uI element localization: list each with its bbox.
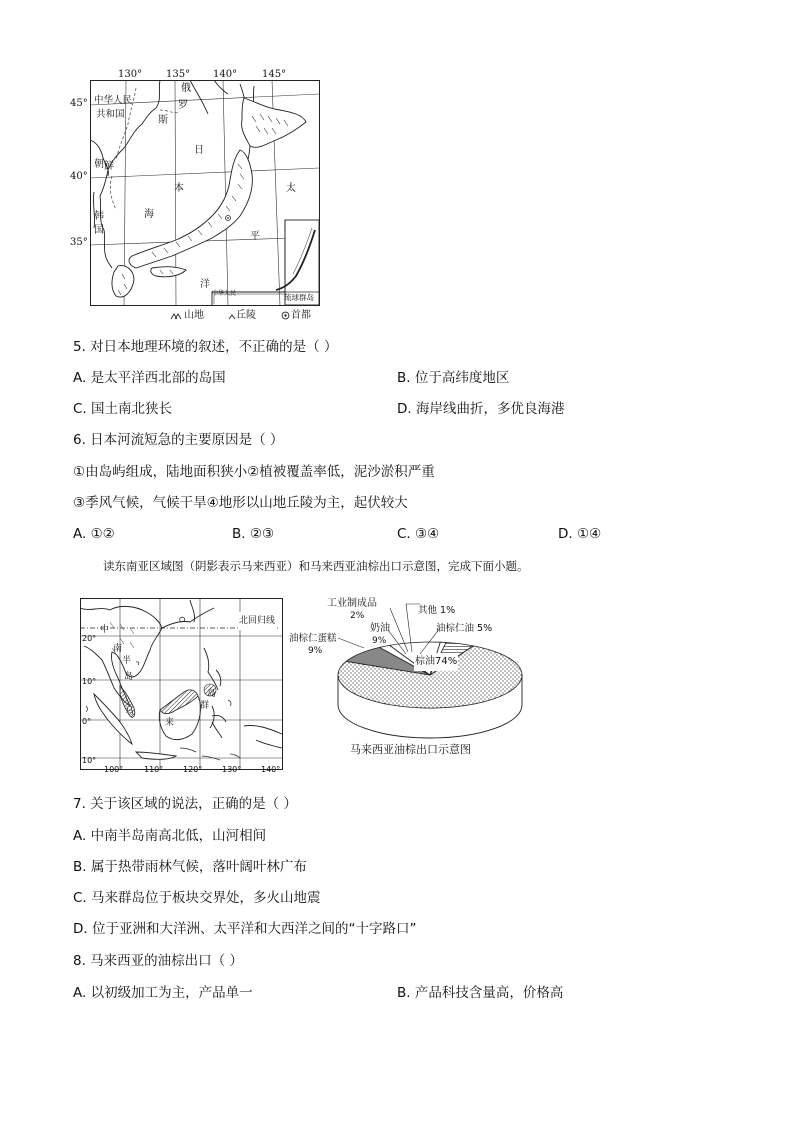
lon-label: 130° [222,765,242,774]
label-pacific: 太 [286,183,296,194]
label-korea: 朝 [94,159,104,170]
label-palm-oil: 棕油74% [414,653,458,671]
legend-mountain: 山地 [184,310,204,321]
lon-label: 135° [166,69,191,80]
label-butter: 奶油 [370,623,390,634]
chart-title: 马来西亚油棕出口示意图 [350,743,471,756]
lat-label: 45° [70,98,88,109]
lon-label: 110° [144,765,164,774]
q6-option-d[interactable]: D. ①④ [558,526,602,542]
lon-label: 140° [261,765,281,774]
q7-option-a[interactable]: A. 中南半岛南高北低，山河相间 [73,828,267,844]
q7-option-b[interactable]: B. 属于热带雨林气候，落叶阔叶林广布 [73,859,307,875]
label-industrial: 工业制成品 [327,598,377,609]
lat-label: 0° [82,717,92,726]
label-ryukyu: 琉球群岛 [284,293,314,302]
q6-statement-2: ③季风气候，气候干旱④地形以山地丘陵为主，起伏较大 [73,495,408,511]
lat-label: 40° [70,171,88,182]
label-indochina: 岛 [124,672,134,682]
lat-label: 10° [82,756,97,765]
label-industrial-pct: 2% [350,611,365,621]
legend-hill: 丘陵 [236,310,256,321]
label-pacific: 平 [250,231,260,242]
label-sea: 海 [144,209,154,220]
label-rok: 韩 [94,211,104,222]
q5-option-a[interactable]: A. 是太平洋西北部的岛国 [73,370,226,386]
q6-stem: 6. 日本河流短急的主要原因是（ ） [73,432,284,448]
q8-option-b[interactable]: B. 产品科技含量高，价格高 [397,985,564,1001]
label-china: 中华人民 [94,95,133,106]
q5-option-d[interactable]: D. 海岸线曲折，多优良海港 [397,401,565,417]
lon-label: 130° [118,69,143,80]
q5-option-b[interactable]: B. 位于高纬度地区 [397,370,510,386]
label-russia: 俄 [181,83,191,94]
hill-icon [228,312,236,320]
lon-label: 145° [262,69,287,80]
label-korea: 鲜 [104,161,114,172]
label-cake: 油棕仁蛋糕 [289,633,337,644]
label-indochina: 半 [122,656,132,666]
label-japan: 本 [174,183,184,194]
label-kernel-oil: 油棕仁油 5% [436,623,493,634]
lat-label: 20° [82,634,97,643]
q7-option-c[interactable]: C. 马来群岛位于板块交界处，多火山地震 [73,890,321,906]
q8-option-a[interactable]: A. 以初级加工为主，产品单一 [73,985,253,1001]
inset-label: 中华人民 [212,290,237,297]
reading-instruction: 读东南亚区域图（阴影表示马来西亚）和马来西亚油棕出口示意图，完成下面小题。 [103,559,529,573]
tropic-label: 北回归线 [239,612,275,630]
label-china: 共和国 [96,109,125,120]
q5-stem: 5. 对日本地理环境的叙述，不正确的是（ ） [73,339,338,355]
label-russia: 斯 [158,115,168,126]
q6-option-c[interactable]: C. ③④ [397,526,440,542]
label-malay-archipelago: 马 [125,707,135,717]
label-malay-archipelago: 群 [200,701,210,711]
label-malay-archipelago: 岛 [207,689,217,699]
q6-statement-1: ①由岛屿组成，陆地面积狭小②植被覆盖率低，泥沙淤积严重 [73,464,435,480]
label-other: 其他 1% [418,605,456,616]
lon-label: 120° [183,765,203,774]
label-malay-archipelago: 来 [165,718,175,728]
label-indochina: 中 [100,625,110,635]
q8-stem: 8. 马来西亚的油棕出口（ ） [73,953,243,969]
label-butter-pct: 9% [372,636,387,646]
q5-option-c[interactable]: C. 国土南北狭长 [73,401,173,417]
lon-label: 100° [104,765,124,774]
q7-stem: 7. 关于该区域的说法，正确的是（ ） [73,796,297,812]
label-rok: 国 [94,225,104,236]
q6-option-a[interactable]: A. ①② [73,526,115,542]
q7-option-d[interactable]: D. 位于亚洲和大洋洲、太平洋和大西洋之间的“十字路口” [73,921,417,937]
lon-label: 140° [213,69,238,80]
capital-icon [281,311,290,320]
label-pacific: 洋 [200,279,210,290]
mountain-icon [170,312,184,320]
label-cake-pct: 9% [308,646,323,656]
label-russia: 罗 [178,100,188,111]
lat-label: 10° [82,677,97,686]
label-indochina: 南 [113,644,123,654]
label-japan: 日 [194,145,204,156]
lat-label: 35° [70,237,88,248]
q6-option-b[interactable]: B. ②③ [232,526,275,542]
legend-capital: 首都 [291,310,311,321]
pie-leader-lines [300,590,500,670]
